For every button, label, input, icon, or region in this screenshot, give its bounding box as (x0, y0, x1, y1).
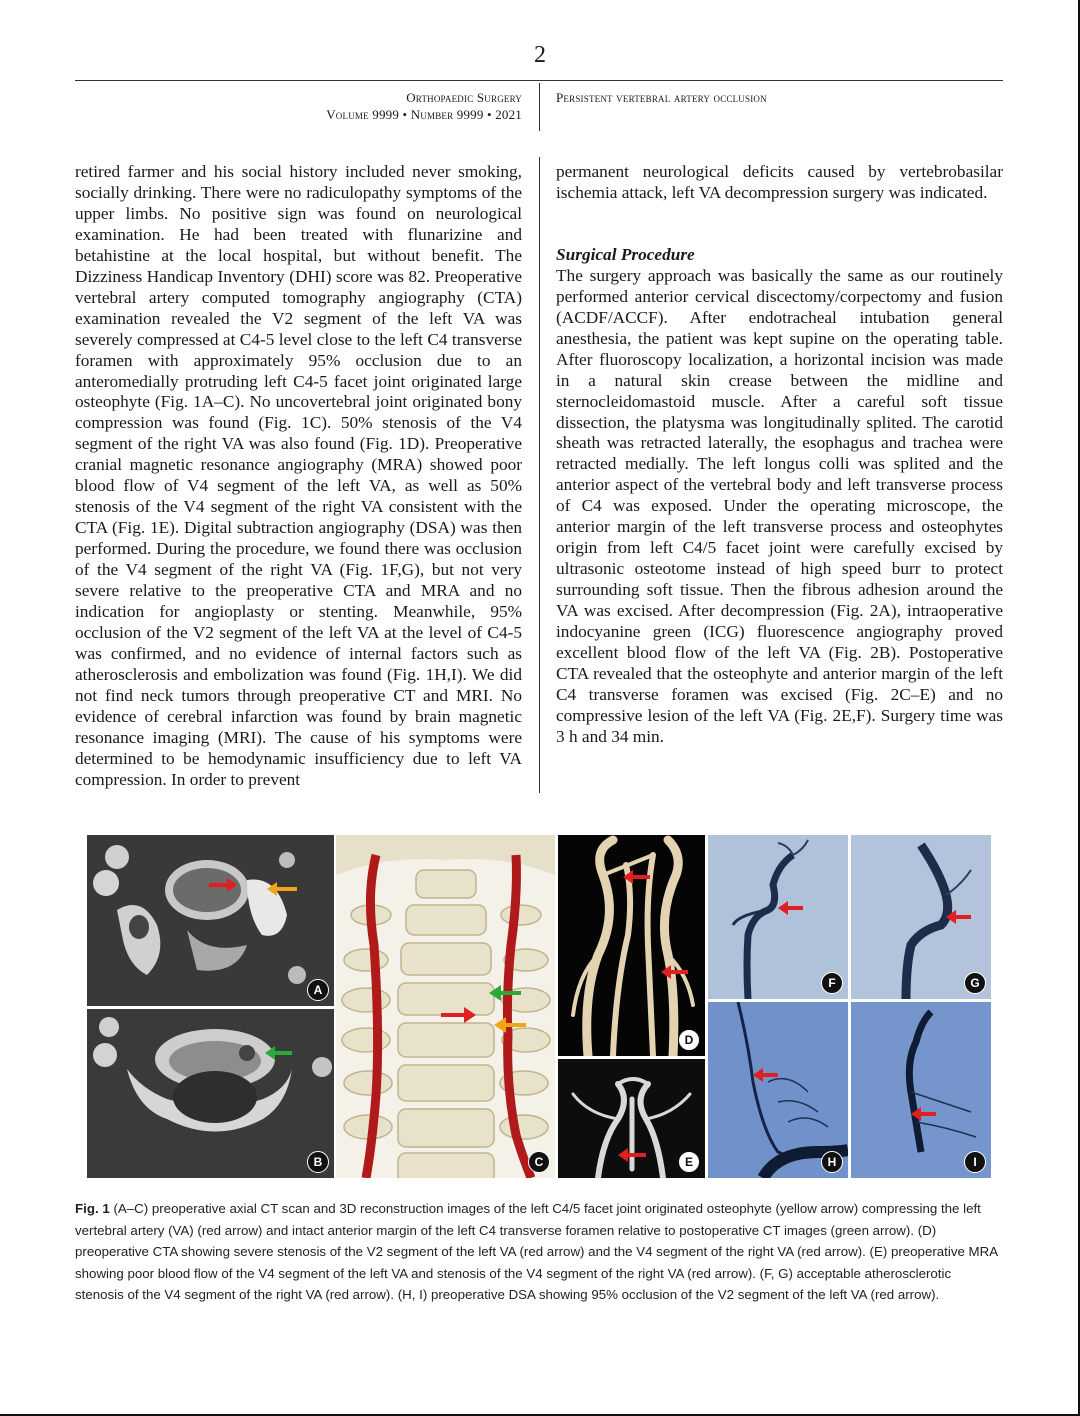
panel-label-e: E (678, 1151, 700, 1173)
panel-label-a: A (307, 979, 329, 1001)
axial-ct-image-a (87, 835, 334, 1006)
panel-g-dsa (851, 835, 991, 999)
panel-h-dsa (708, 1002, 848, 1178)
header-rule (75, 80, 1003, 81)
spine-3d-image (336, 835, 555, 1178)
right-column (556, 162, 1003, 748)
panel-b-axial-ct (87, 1009, 334, 1178)
panel-label-g: G (964, 972, 986, 994)
column-divider (539, 157, 540, 793)
figure-caption (75, 1198, 1003, 1306)
page-number: 2 (534, 42, 546, 68)
panel-label-f: F (821, 972, 843, 994)
figure-1 (87, 835, 991, 1178)
journal-volume: Volume 9999 • Number 9999 • 2021 (326, 107, 522, 122)
running-head-title: Persistent vertebral artery occlusion (556, 90, 767, 105)
panel-label-d: D (678, 1029, 700, 1051)
right-column-intro: permanent neurological deficits caused by vertebrobasilar ischemia attack, left VA decompression surgery was indicated. (556, 162, 1003, 202)
panel-d-cta (558, 835, 705, 1056)
header-divider (539, 83, 540, 131)
running-head-journal (326, 89, 522, 123)
panel-i-dsa (851, 1002, 991, 1178)
left-column-paragraph: retired farmer and his social history included never smoking, socially drinking. There were no radiculopathy symptoms of the upper limbs. No positive sign was found on neurological examination. He had been treated with flunarizine and betahistine at the local hospital, but without benefit. The Dizziness Handicap Inventory (DHI) score was 82. Preoperative vertebral artery computed tomography angiography (CTA) examination revealed the V2 segment of the left VA was severely compressed at C4-5 level close to the left C4 transverse foramen with approximately 95% occlusion due to an anteromedially protruding left C4-5 facet joint originated large osteophyte (Fig. 1A–C). No uncovertebral joint originated bony compression was found (Fig. 1C). 50% stenosis of the V4 segment of the right VA was also found (Fig. 1D). Preoperative cranial magnetic resonance angiography (MRA) showed poor blood flow of V4 segment of the left VA, as well as 50% stenosis of the V4 segment of the right VA consistent with the CTA (Fig. 1E). Digital subtraction angiography (DSA) was then performed. During the procedure, we found there was occlusion of the V4 segment of the right VA (Fig. 1F,G), but not very severe relative to the preoperative CTA and MRA and no indication for angioplasty or stenting. Meanwhile, 95% occlusion of the V2 segment of the left VA at the level of C4-5 was confirmed, and no evidence of internal factors such as atherosclerosis and embolization was found (Fig. 1H,I). We did not find neck tumors through preoperative CT and MRI. No evidence of cerebral infarction was found by brain magnetic resonance imaging (MRI). The cause of his symptoms were determined to be hemodynamic insufficiency due to left VA compression. In order to prevent (75, 162, 522, 789)
caption-label: Fig. 1 (75, 1201, 110, 1216)
cta-image (558, 835, 705, 1056)
panel-f-dsa (708, 835, 848, 999)
panel-c-3d-reconstruction (336, 835, 555, 1178)
journal-name: Orthopaedic Surgery (406, 90, 522, 105)
panel-label-i: I (964, 1151, 986, 1173)
caption-text: (A–C) preoperative axial CT scan and 3D reconstruction images of the left C4/5 facet joint originated osteophyte (yellow arrow) compressing the left vertebral artery (VA) (red arrow) and intact anterior margin of the left C4 transverse foramen relative to postoperative CT images (green arrow). (D) preoperative CTA showing severe stenosis of the V2 segment of the left VA (red arrow) and the V4 segment of the right VA (red arrow). (E) preoperative MRA showing poor blood flow of the V4 segment of the left VA and stenosis of the V4 segment of the right VA (red arrow). (F, G) acceptable atherosclerotic stenosis of the V4 segment of the right VA (red arrow). (H, I) preoperative DSA showing 95% occlusion of the V2 segment of the left VA (red arrow). (75, 1201, 998, 1303)
panel-label-b: B (307, 1151, 329, 1173)
section-heading: Surgical Procedure (556, 244, 695, 264)
panel-label-c: C (528, 1151, 550, 1173)
axial-ct-image-b (87, 1009, 334, 1178)
panel-a-axial-ct (87, 835, 334, 1006)
panel-label-h: H (821, 1151, 843, 1173)
panel-e-mra (558, 1059, 705, 1178)
right-column-body: The surgery approach was basically the same as our routinely performed anterior cervical discectomy/corpectomy and fusion (ACDF/ACCF). After endotracheal intubation general anesthesia, the patient was kept supine on the operating table. After fluoroscopy localization, a horizontal incision was made in a natural skin crease between the midline and sternocleidomastoid muscle. After a careful soft tissue dissection, the platysma was longitudinally splited. The carotid sheath was retracted laterally, the esophagus and trachea were retracted medially. The left longus colli was splited and the anterior aspect of the vertebral body and left transverse process of C4 was exposed. Under the operating microscope, the anterior margin of the left transverse process and osteophytes origin from left C4/5 facet joint were carefully excised by ultrasonic osteotome instead of high speed burr to protect surrounding soft tissue. Then the fibrous adhesion around the VA was excised. After decompression (Fig. 2A), intraoperative indocyanine green (ICG) fluorescence angiography proved excellent blood flow of the left VA (Fig. 2B). Postoperative CTA revealed that the osteophyte and anterior margin of the left C4 transverse foramen was excised (Fig. 2C–E) and no compressive lesion of the left VA (Fig. 2E,F). Surgery time was 3 h and 34 min. (556, 265, 1003, 746)
left-column (75, 162, 522, 791)
